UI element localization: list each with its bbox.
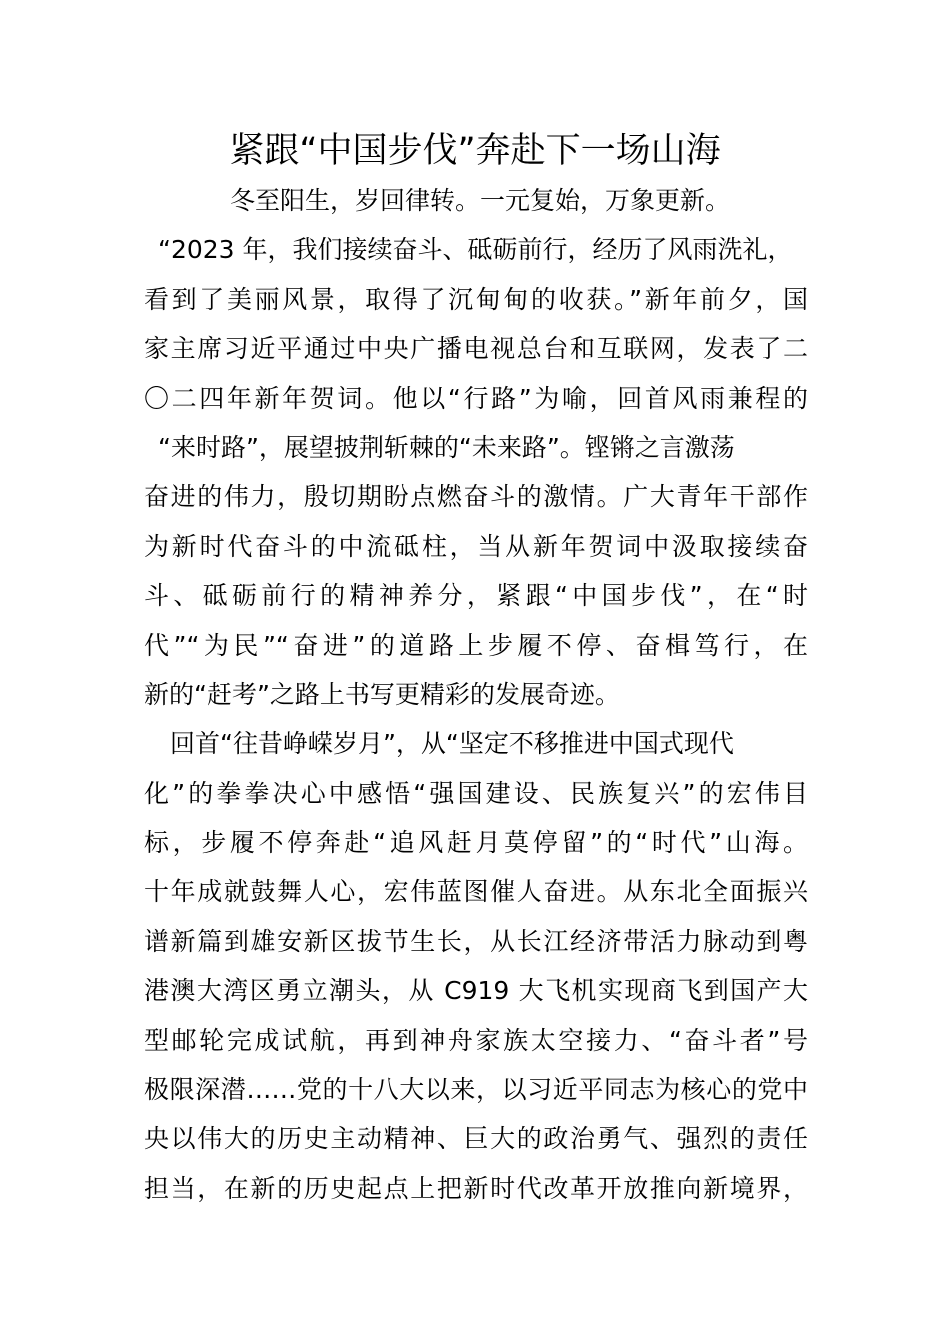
text-line: 极限深潜……党的十八大以来，以习近平同志为核心的党中 [144, 1075, 808, 1105]
document-body [144, 176, 808, 1213]
text-line: 奋进的伟力，殷切期盼点燃奋斗的激情。广大青年干部作 [144, 482, 808, 512]
text-line: 港澳大湾区勇立潮头，从 C919 大飞机实现商飞到国产大 [144, 976, 808, 1006]
text-line: 代”“为民”“奋进”的道路上步履不停、奋楫笃行，在 [144, 630, 808, 660]
text-line: 化”的拳拳决心中感悟“强国建设、民族复兴”的宏伟目 [144, 778, 808, 808]
text-line: 为新时代奋斗的中流砥柱，当从新年贺词中汲取接续奋 [144, 531, 808, 561]
text-line: 十年成就鼓舞人心，宏伟蓝图催人奋进。从东北全面振兴 [144, 877, 808, 907]
text-line: 谱新篇到雄安新区拔节生长，从长江经济带活力脉动到粤 [144, 926, 808, 956]
text-line: 标，步履不停奔赴“追风赶月莫停留”的“时代”山海。 [144, 828, 808, 858]
text-line: 担当，在新的历史起点上把新时代改革开放推向新境界， [144, 1173, 808, 1203]
text-line: 新的“赶考”之路上书写更精彩的发展奇迹。 [144, 679, 620, 709]
text-line: 〇二四年新年贺词。他以“行路”为喻，回首风雨兼程的 [144, 383, 808, 413]
text-line: 回首“往昔峥嵘岁月”，从“坚定不移推进中国式现代 [170, 729, 734, 759]
text-line: 型邮轮完成试航，再到神舟家族太空接力、“奋斗者”号 [144, 1025, 808, 1055]
text-line: 央以伟大的历史主动精神、巨大的政治勇气、强烈的责任 [144, 1124, 808, 1154]
text-line: “来时路”，展望披荆斩棘的“未来路”。铿锵之言激荡 [158, 432, 735, 462]
text-line: 冬至阳生，岁回律转。一元复始，万象更新。 [230, 186, 731, 215]
document-title: 紧跟“中国步伐”奔赴下一场山海 [229, 131, 721, 171]
text-line: 斗、砥砺前行的精神养分，紧跟“中国步伐”，在“时 [144, 581, 808, 611]
text-line: “2023 年，我们接续奋斗、砥砺前行，经历了风雨洗礼， [158, 235, 793, 265]
text-line: 家主席习近平通过中央广播电视总台和互联网，发表了二 [144, 334, 808, 364]
text-line: 看到了美丽风景，取得了沉甸甸的收获。”新年前夕，国 [144, 284, 808, 314]
